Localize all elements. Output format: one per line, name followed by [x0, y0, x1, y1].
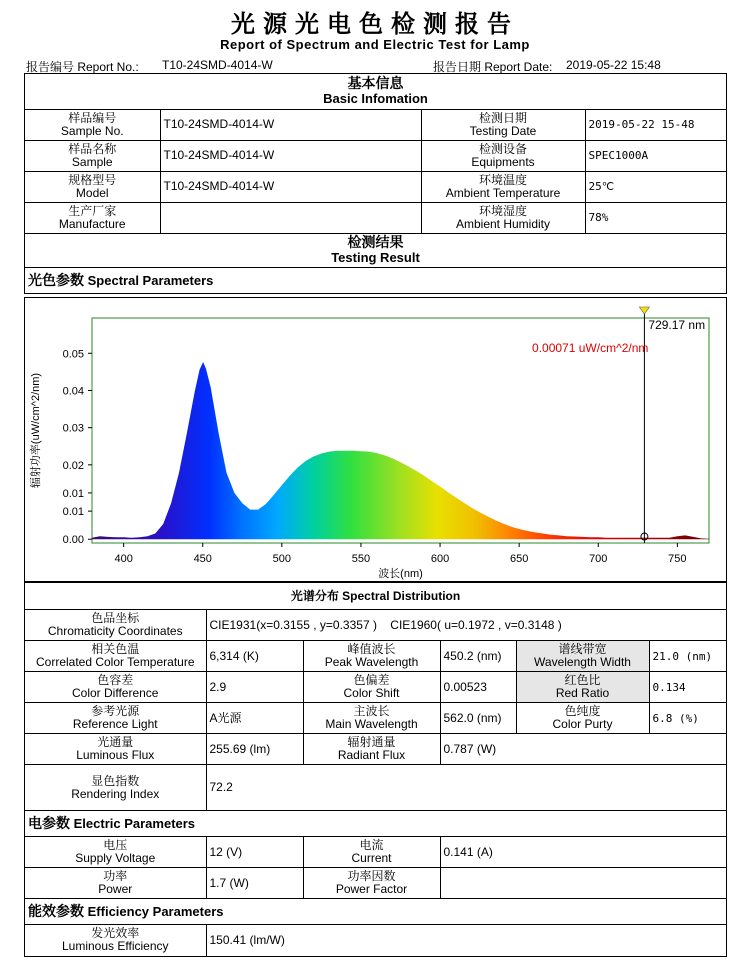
label-en: Peak Wavelength — [324, 655, 419, 669]
basic-info-heading-cn: 基本信息 — [347, 75, 404, 92]
section-cn: 能效参数 — [28, 903, 84, 919]
label-cn: 发光效率 — [91, 926, 140, 941]
power-value: 1.7 (W) — [206, 868, 303, 899]
section-en: Efficiency Parameters — [87, 904, 224, 919]
chromaticity-row — [25, 610, 726, 641]
label-en: Testing Date — [469, 123, 537, 138]
reference-light-value: A光源 — [206, 703, 303, 734]
testing-result-heading-cn: 检测结果 — [347, 234, 404, 250]
y-tick-label: 0.00 — [62, 534, 84, 547]
spectrum-chart — [25, 298, 726, 581]
label-en: Radiant Flux — [337, 748, 406, 762]
label-en: Sample No. — [60, 123, 124, 138]
report-date-label: 报告日期 Report Date: — [433, 60, 553, 74]
temperature-value: 25℃ — [585, 171, 726, 202]
testing-result-heading-en: Testing Result — [331, 250, 420, 265]
label-en: Ambient Humidity — [455, 216, 551, 231]
electric-row — [25, 837, 726, 868]
label-en: Wavelength Width — [534, 655, 631, 669]
y-tick-label: 0.05 — [62, 348, 84, 361]
current-value: 0.141 (A) — [440, 837, 726, 868]
label-cn: 功率因数 — [347, 869, 396, 883]
label-en: Color Difference — [72, 686, 159, 700]
voltage-value: 12 (V) — [206, 837, 303, 868]
label-cn: 色品坐标 — [91, 611, 140, 625]
label-cn: 谱线带宽 — [558, 642, 607, 656]
report-date: 2019-05-22 15:48 — [566, 58, 661, 72]
label-cn: 环境温度 — [478, 172, 527, 187]
chromaticity-value: CIE1931(x=0.3155 , y=0.3357 ) CIE1960( u=0.1972 , v=0.3148 ) — [206, 610, 726, 641]
label-en: Model — [75, 185, 109, 200]
section-en: Spectral Parameters — [87, 272, 214, 288]
label-cn: 色纯度 — [564, 704, 601, 718]
color-shift-value: 0.00523 — [440, 672, 516, 703]
y-tick-label: 0.03 — [62, 422, 84, 435]
basic-row — [25, 171, 726, 202]
label-cn: 显色指数 — [91, 773, 140, 788]
x-tick-label: 450 — [193, 553, 212, 565]
sample-value: T10-24SMD-4014-W — [160, 140, 421, 171]
x-tick-label: 700 — [589, 553, 608, 565]
label-en: Reference Light — [72, 717, 158, 731]
heading-en: Spectral Distribution — [342, 588, 461, 603]
report-title-en: Report of Spectrum and Electric Test for Lamp — [220, 37, 530, 52]
label-cn: 检测设备 — [478, 141, 527, 156]
x-tick-label: 650 — [509, 553, 529, 565]
equipment-value: SPEC1000A — [585, 140, 726, 171]
main-wavelength-value: 562.0 (nm) — [440, 703, 516, 734]
spectral-row — [25, 672, 726, 703]
label-cn: 样品名称 — [68, 141, 117, 156]
label-cn: 主波长 — [353, 704, 390, 718]
testing-date-value: 2019-05-22 15-48 — [585, 109, 726, 140]
red-ratio-value: 0.134 — [649, 672, 726, 703]
label-en: Chromaticity Coordinates — [47, 624, 183, 638]
efficiency-row — [25, 925, 726, 956]
label-en: Rendering Index — [71, 786, 160, 801]
wavelength-width-value: 21.0 (nm) — [649, 641, 726, 672]
label-cn: 峰值波长 — [347, 642, 396, 656]
label-cn: 电压 — [103, 838, 128, 852]
section-cn: 电参数 — [28, 815, 70, 831]
rendering-index-value: 72.2 — [206, 765, 726, 811]
label-en: Luminous Flux — [76, 748, 155, 762]
x-tick-label: 750 — [668, 553, 687, 565]
label-en: Manufacture — [58, 216, 126, 231]
label-en: Power Factor — [335, 882, 408, 896]
luminous-flux-value: 255.69 (lm) — [206, 734, 303, 765]
basic-info-heading-en: Basic Infomation — [323, 91, 428, 107]
label-en: Red Ratio — [555, 686, 610, 700]
cursor-marker — [639, 307, 649, 314]
electric-params-section-title — [25, 811, 726, 837]
peak-wavelength-value: 450.2 (nm) — [440, 641, 516, 672]
label-cn: 环境湿度 — [478, 203, 527, 218]
section-en: Electric Parameters — [73, 816, 196, 831]
y-tick-label: 0.02 — [62, 459, 84, 472]
label-cn: 色偏差 — [353, 673, 390, 687]
label-en: Ambient Temperature — [445, 185, 561, 200]
x-tick-label: 600 — [430, 553, 450, 565]
basic-row — [25, 140, 726, 171]
label-en: Luminous Efficiency — [62, 939, 169, 954]
y-axis-label: 辐射功率(uW/cm^2/nm) — [30, 372, 42, 489]
label-en: Correlated Color Temperature — [35, 655, 195, 669]
label-cn: 生产厂家 — [68, 203, 117, 218]
spectral-row — [25, 734, 726, 765]
spectral-distribution-section — [24, 582, 727, 957]
label-en: Supply Voltage — [75, 851, 156, 865]
label-en: Equipments — [471, 154, 535, 169]
label-cn: 规格型号 — [68, 172, 117, 187]
y-tick-label: 0.01 — [62, 506, 84, 519]
x-tick-label: 500 — [272, 553, 292, 565]
sample-no-value: T10-24SMD-4014-W — [160, 109, 421, 140]
label-cn: 红色比 — [564, 673, 601, 687]
spectral-row — [25, 703, 726, 734]
report-title-cn: 光源光电色检测报告 — [231, 10, 519, 38]
label-cn: 光通量 — [97, 735, 134, 749]
cri-row — [25, 765, 726, 811]
color-difference-value: 2.9 — [206, 672, 303, 703]
label-en: Main Wavelength — [325, 717, 418, 731]
basic-row — [25, 109, 726, 140]
humidity-value: 78% — [585, 202, 726, 233]
x-axis-label: 波长(nm) — [378, 568, 423, 580]
spectral-params-section-title — [25, 267, 726, 293]
color-purity-value: 6.8 (%) — [649, 703, 726, 734]
label-en: Color Purty — [552, 717, 613, 731]
label-cn: 样品编号 — [68, 110, 117, 125]
model-value: T10-24SMD-4014-W — [160, 171, 421, 202]
electric-row — [25, 868, 726, 899]
x-tick-label: 400 — [114, 553, 133, 565]
cursor-value-label: 0.00071 uW/cm^2/nm — [532, 341, 649, 355]
radiant-flux-value: 0.787 (W) — [440, 734, 726, 765]
label-cn: 检测日期 — [478, 110, 527, 125]
cct-value: 6,314 (K) — [206, 641, 303, 672]
basic-row — [25, 202, 726, 233]
section-cn: 光色参数 — [28, 271, 84, 288]
report-no: T10-24SMD-4014-W — [162, 58, 273, 72]
efficiency-params-section-title — [25, 899, 726, 925]
y-tick-label: 0.01 — [62, 487, 84, 500]
cursor-wavelength-label: 729.17 nm — [648, 318, 706, 332]
spectral-row — [25, 641, 726, 672]
spectrum-chart-panel — [24, 297, 727, 582]
report-no-label: 报告编号 Report No.: — [26, 60, 139, 74]
label-en: Current — [351, 851, 392, 865]
heading-cn: 光谱分布 — [290, 588, 339, 603]
spectral-distribution-heading — [25, 583, 726, 610]
basic-info-section — [24, 73, 727, 294]
x-tick-label: 550 — [351, 553, 371, 565]
label-cn: 电流 — [359, 838, 384, 852]
label-en: Color Shift — [343, 686, 400, 700]
power-factor-value — [440, 868, 726, 899]
luminous-efficiency-value: 150.41 (lm/W) — [206, 925, 726, 956]
manufacture-value — [160, 202, 421, 233]
label-cn: 功率 — [103, 869, 128, 883]
label-en: Sample — [71, 154, 113, 169]
y-tick-label: 0.04 — [62, 385, 84, 398]
label-cn: 相关色温 — [91, 642, 140, 656]
label-en: Power — [98, 882, 133, 896]
label-cn: 色容差 — [97, 673, 134, 687]
label-cn: 参考光源 — [91, 704, 140, 718]
label-cn: 辐射通量 — [347, 735, 396, 749]
